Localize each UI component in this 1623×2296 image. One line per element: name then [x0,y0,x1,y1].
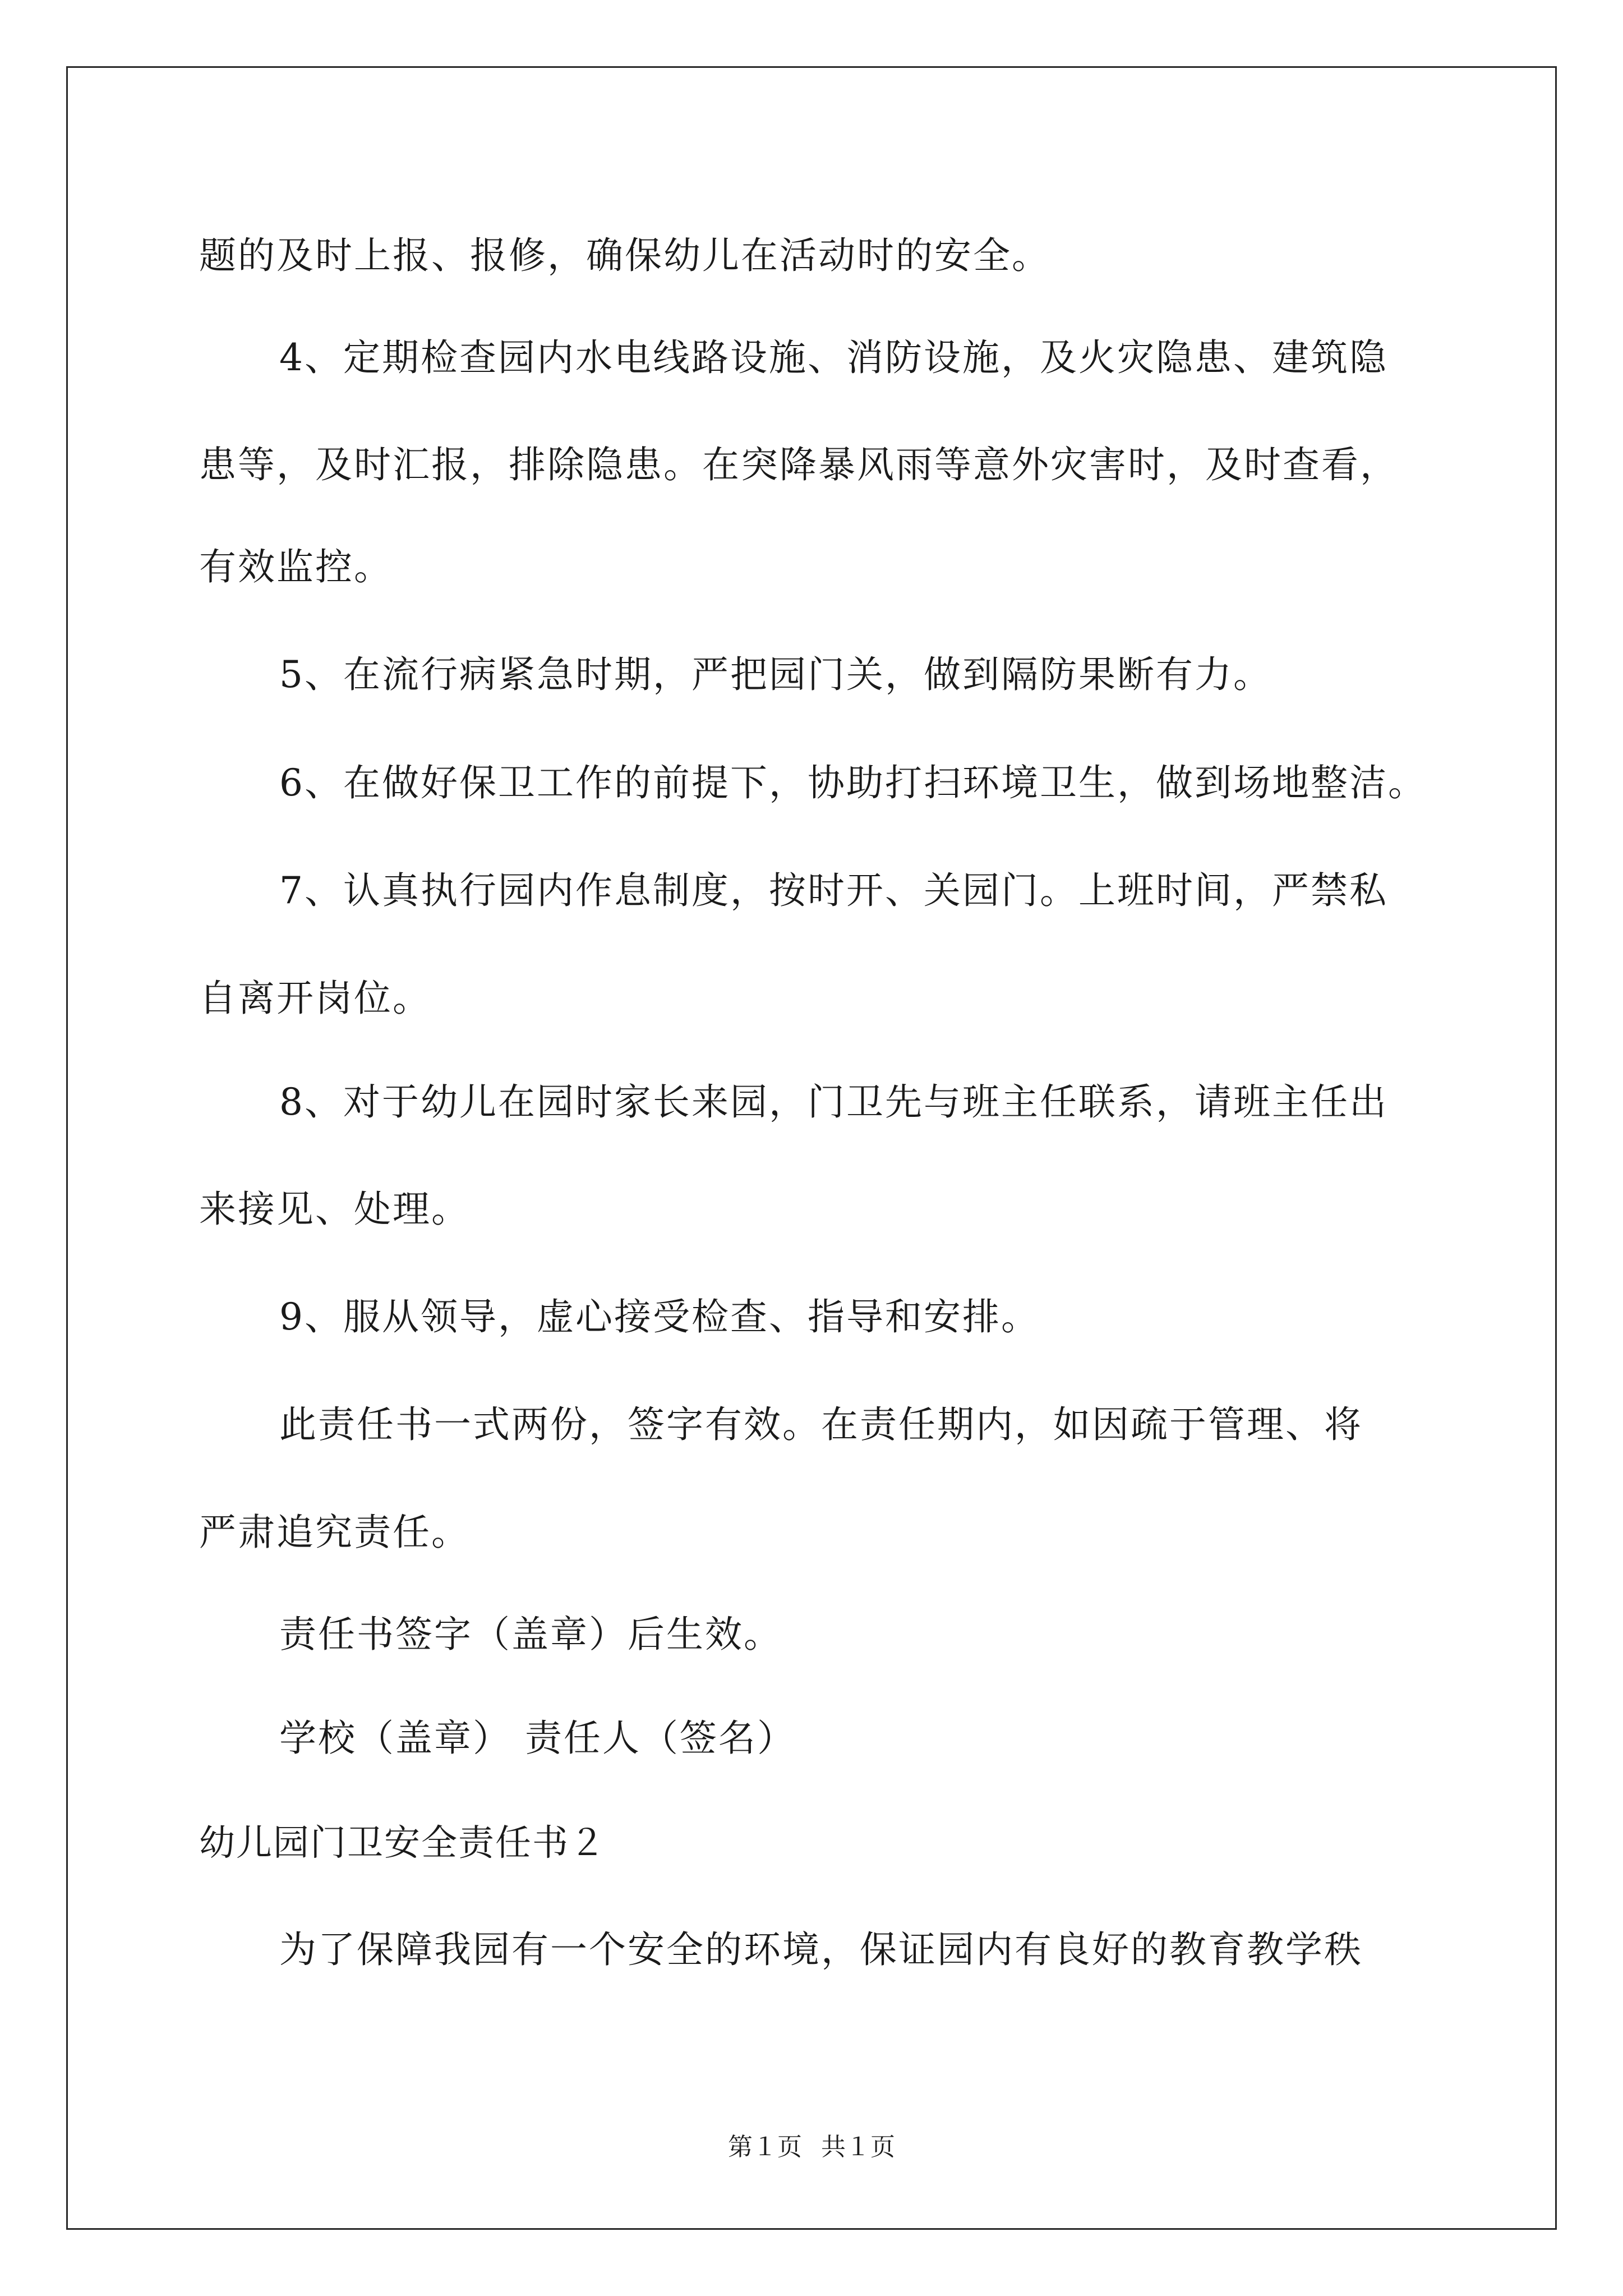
paragraph-line: 为了保障我园有一个安全的环境，保证园内有良好的教育教学秩 [279,1928,1363,1971]
item-6: 6、在做好保卫工作的前提下，协助打扫环境卫生，做到场地整洁。 [279,761,1427,804]
closing-line-1: 此责任书一式两份，签字有效。在责任期内，如因疏于管理、将 [279,1403,1363,1446]
item-9: 9、服从领导，虚心接受检查、指导和安排。 [279,1295,1040,1338]
page-total: 共１页 [821,2133,895,2161]
item-8-line-2: 来接见、处理。 [199,1188,470,1231]
item-7-line-2: 自离开岗位。 [199,977,431,1020]
paragraph-line: 题的及时上报、报修，确保幼儿在活动时的安全。 [199,234,1050,277]
item-8-line-1: 8、对于幼儿在园时家长来园，门卫先与班主任联系，请班主任出 [279,1080,1388,1124]
effective-note: 责任书签字（盖章）后生效。 [279,1613,782,1656]
page-border [66,66,1557,2230]
item-4-line-3: 有效监控。 [199,545,393,588]
page-number: 第１页 [728,2133,802,2161]
item-4-line-2: 患等，及时汇报，排除隐患。在突降暴风雨等意外灾害时，及时查看， [199,443,1399,486]
item-5: 5、在流行病紧急时期，严把园门关，做到隔防果断有力。 [279,653,1272,696]
closing-line-2: 严肃追究责任。 [199,1511,470,1554]
section-heading: 幼儿园门卫安全责任书２ [199,1823,606,1864]
signature-line: 学校（盖章） 责任人（签名） [279,1717,796,1760]
item-4-line-1: 4、定期检查园内水电线路设施、消防设施，及火灾隐患、建筑隐 [279,336,1388,379]
page-footer [0,2132,1623,2163]
item-7-line-1: 7、认真执行园内作息制度，按时开、关园门。上班时间，严禁私 [279,869,1388,912]
